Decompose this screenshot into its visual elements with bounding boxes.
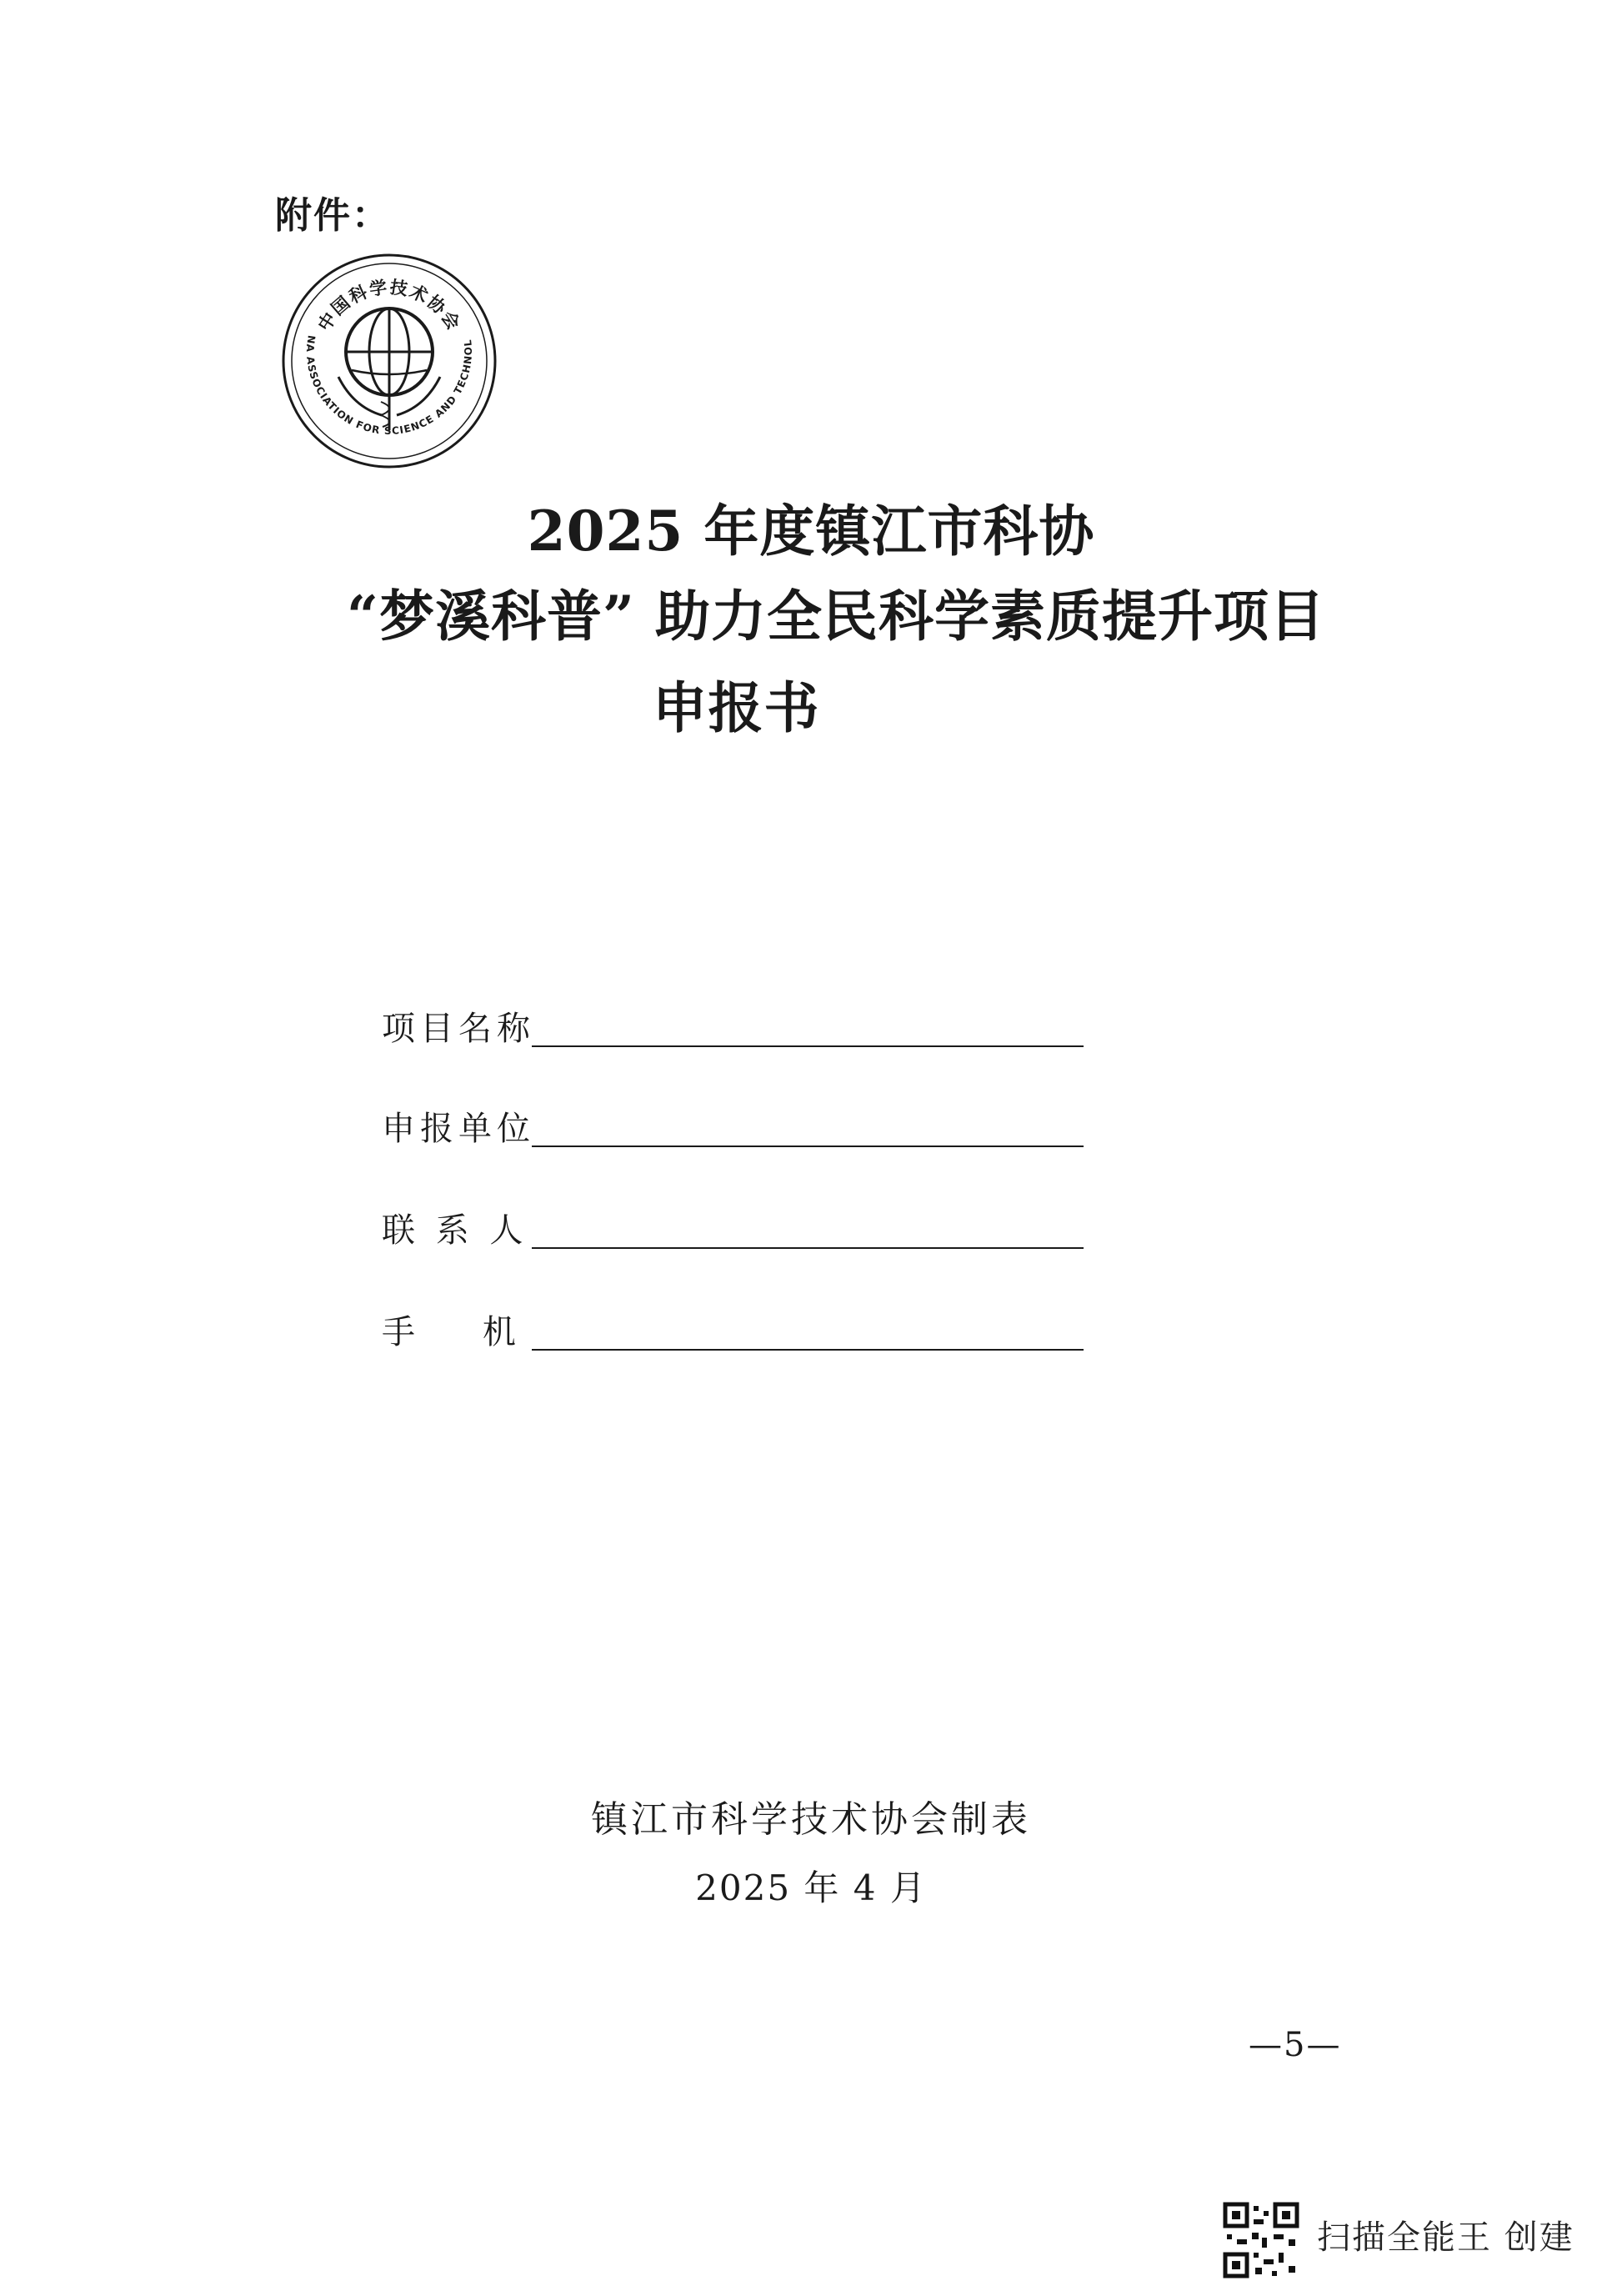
applicant-unit-label: 申报单位 xyxy=(382,1110,535,1148)
project-name-blank-line xyxy=(532,1045,1084,1047)
contact-person-label: 联 系 人 xyxy=(382,1211,528,1250)
mobile-phone-blank-line xyxy=(532,1349,1084,1351)
qr-code-icon xyxy=(1222,2201,1300,2279)
qr-code-graphic xyxy=(1222,2201,1300,2279)
document-title-line-3: 申报书 xyxy=(652,675,820,740)
cast-emblem-logo xyxy=(280,252,498,470)
applicant-unit-blank-line xyxy=(532,1145,1084,1147)
contact-person-blank-line xyxy=(532,1247,1084,1249)
scanner-watermark-text: 扫描全能王 创建 xyxy=(1317,2218,1574,2257)
cast-emblem-graphic xyxy=(280,252,498,470)
document-title-line-1: 2025 年度镇江市科协 xyxy=(527,499,1095,564)
mobile-phone-label: 手 机 xyxy=(382,1313,521,1351)
page-number: —5— xyxy=(1249,2026,1342,2064)
svg-text:中国科学技术协会: 中国科学技术协会 xyxy=(313,277,465,335)
form-maker: 镇江市科学技术协会制表 xyxy=(591,1798,1031,1841)
attachment-label: 附件： xyxy=(275,194,390,237)
project-name-label: 项目名称 xyxy=(382,1010,535,1048)
form-date: 2025 年 4 月 xyxy=(695,1867,927,1908)
document-title-line-2: “梦溪科普” 助力全民科学素质提升项目 xyxy=(347,584,1325,649)
svg-text:CHINA ASSOCIATION FOR SCIENCE: NA ASSOCIATION FOR SCIENCE AND TECHNOL xyxy=(303,334,475,437)
